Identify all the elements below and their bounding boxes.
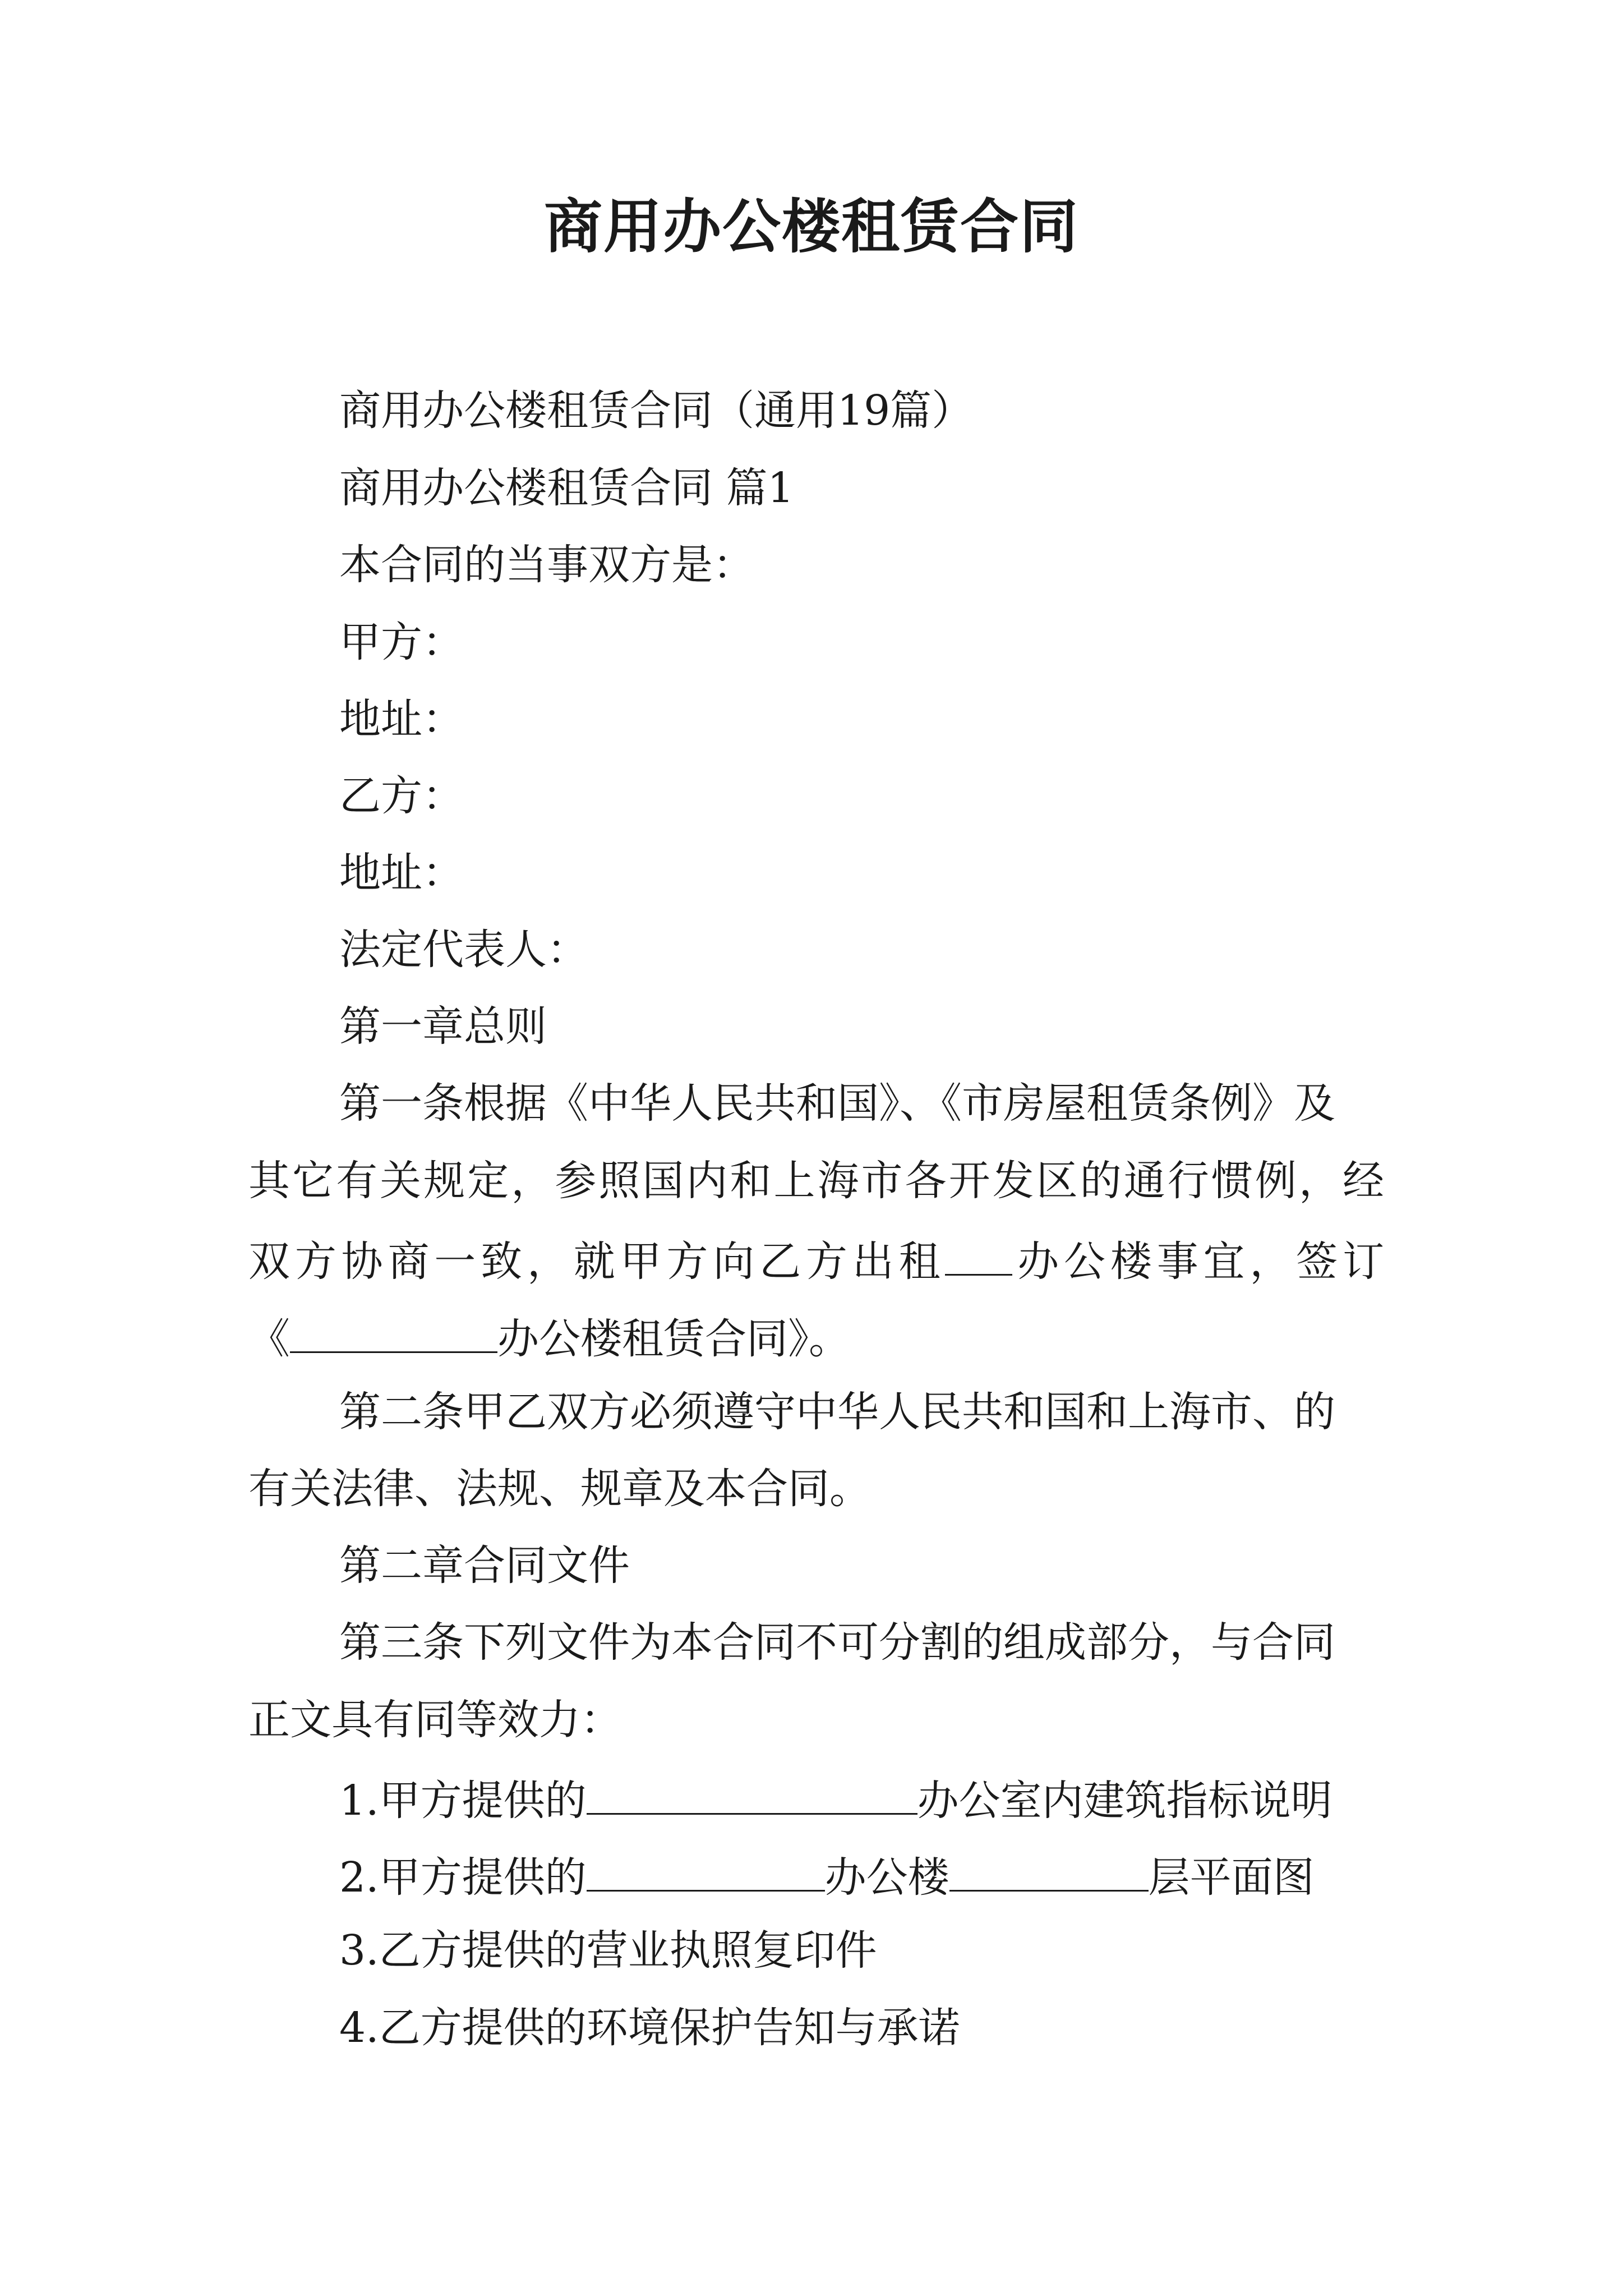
article-1-line-4-start: 《 [248, 1315, 290, 1363]
article-2-line-1: 第二条甲乙双方必须遵守中华人民共和国和上海市、的 [339, 1388, 1335, 1436]
office-name-blank [587, 1776, 917, 1815]
article-3-line-1: 第三条下列文件为本合同不可分割的组成部分，与合同 [339, 1618, 1335, 1667]
chapter-1-title: 第一章总则 [339, 1002, 547, 1051]
article-1-line-2: 其它有关规定，参照国内和上海市各开发区的通行惯例，经 [248, 1157, 1384, 1205]
party-a-address-label: 地址： [339, 695, 464, 743]
building-name-blank [945, 1237, 1012, 1276]
building-blank [587, 1853, 825, 1892]
party-a-label: 甲方： [339, 618, 464, 666]
contract-name-blank [290, 1314, 497, 1353]
list-item-2-end: 层平面图 [1148, 1853, 1315, 1902]
parties-intro: 本合同的当事双方是： [339, 541, 754, 589]
subtitle: 商用办公楼租赁合同（通用19篇） [339, 386, 974, 435]
article-1-line-1: 第一条根据《中华人民共和国》、《市房屋租赁条例》及 [339, 1079, 1335, 1128]
party-b-label: 乙方： [339, 772, 464, 820]
article-1-line-4-end: 办公楼租赁合同》。 [497, 1315, 850, 1363]
list-item-3: 3.乙方提供的营业执照复印件 [339, 1926, 877, 1975]
article-1-line-3-end: 办公楼事宜，签订 [1012, 1237, 1384, 1286]
article-1-line-3-start: 双方协商一致，就甲方向乙方出租 [248, 1237, 946, 1286]
legal-rep-label: 法定代表人： [339, 926, 588, 974]
list-item-2-middle: 办公楼 [824, 1853, 949, 1902]
document-title: 商用办公楼租赁合同 [543, 192, 1079, 261]
section-heading: 商用办公楼租赁合同 篇1 [339, 464, 794, 512]
article-2-line-2: 有关法律、法规、规章及本合同。 [248, 1465, 871, 1513]
article-1-line-4 [248, 1314, 850, 1363]
list-item-2 [339, 1853, 1315, 1902]
article-3-line-2: 正文具有同等效力： [248, 1696, 622, 1744]
article-1-line-3 [248, 1237, 1384, 1286]
floor-blank [949, 1853, 1149, 1892]
list-item-4: 4.乙方提供的环境保护告知与承诺 [339, 2004, 960, 2052]
chapter-2-title: 第二章合同文件 [339, 1542, 630, 1590]
list-item-1-start: 1.甲方提供的 [339, 1777, 587, 1825]
list-item-2-start: 2.甲方提供的 [339, 1853, 587, 1902]
list-item-1-end: 办公室内建筑指标说明 [917, 1777, 1332, 1825]
list-item-1 [339, 1776, 1332, 1825]
party-b-address-label: 地址： [339, 849, 464, 897]
